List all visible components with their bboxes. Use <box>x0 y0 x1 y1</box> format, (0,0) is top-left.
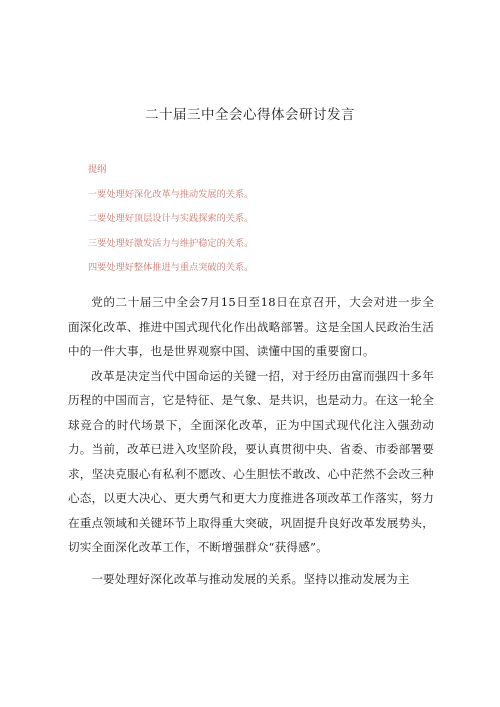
outline-item: 二要处理好顶层设计与实践探索的关系。 <box>88 213 254 224</box>
outline-item: 三要处理好激发活力与维护稳定的关系。 <box>88 237 254 249</box>
outline-section <box>88 162 428 285</box>
outline-item: 一要处理好深化改革与推动发展的关系。 <box>88 188 254 200</box>
body-text <box>68 290 434 591</box>
paragraph: 党的二十届三中全会7月15日至18日在京召开，大会对进一步全面深化改革、推进中国式现代化作出战略部署。这是全国人民政治生活中的一件大事，也是世界观察中国、读懂中国的重要窗口。 <box>68 295 434 358</box>
paragraph: 改革是决定当代中国命运的关键一招，对于经历由富而强四十多年历程的中国而言，它是特征、是气象、是共识，也是动力。在这一轮全球竞合的时代场景下，全面深化改革，正为中国式现代化注入强劲动力。当前，改革已进入攻坚阶段，要认真贯彻中央、省委、市委部署要求，坚决克服心有私利不愿改、心生胆怯不敢改、心中茫然不会改三种心态，以更大决心、更大勇气和更大力度推进各项改革工作落实，努力在重点领域和关键环节上取得重大突破，巩固提升良好改革发展势头，切实全面深化改革工作，不断增强群众“获得感”。 <box>68 368 434 554</box>
outline-heading: 提纲 <box>88 164 107 175</box>
page-title: 二十届三中全会心得体会研讨发言 <box>145 107 355 123</box>
paragraph: 一要处理好深化改革与推动发展的关系。坚持以推动发展为主 <box>91 571 410 586</box>
outline-item: 四要处理好整体推进与重点突破的关系。 <box>88 262 254 273</box>
